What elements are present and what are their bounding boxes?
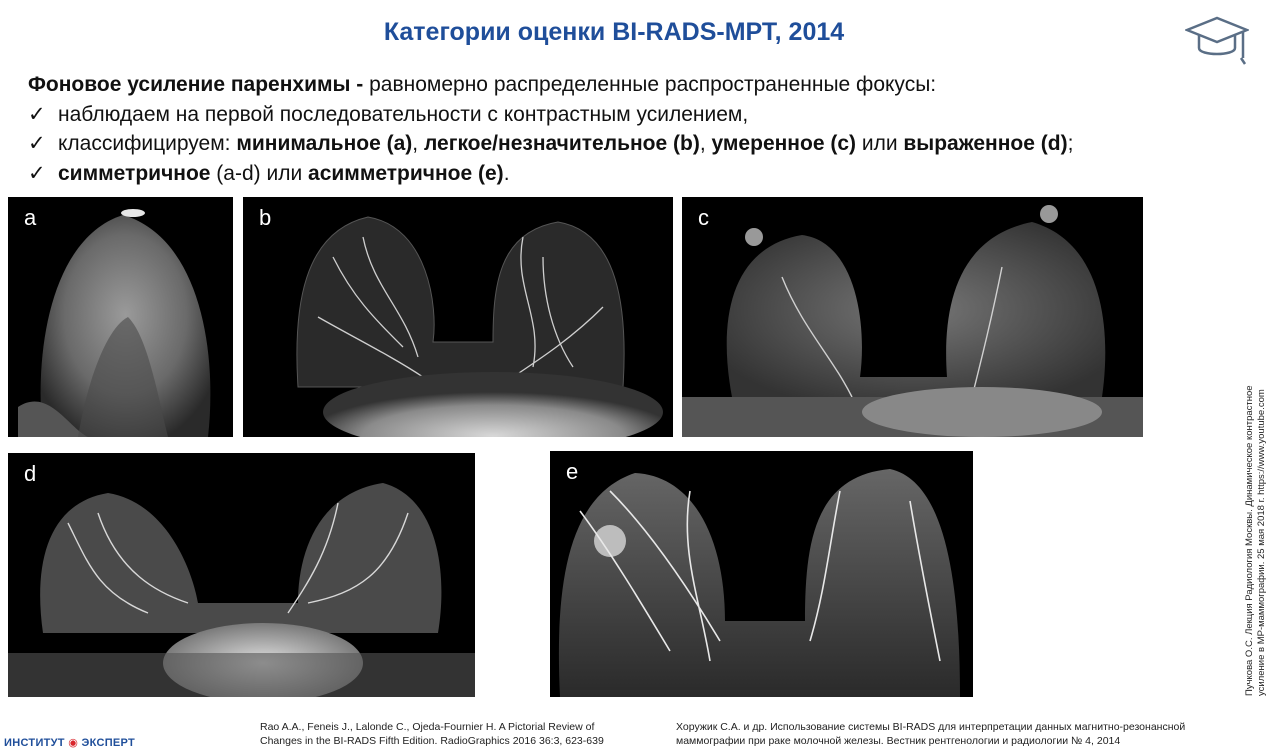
panel-label-a: a xyxy=(24,205,37,230)
bullet-2-text: классифицируем: xyxy=(58,132,237,155)
page-title: Категории оценки BI-RADS-МРТ, 2014 xyxy=(383,18,845,46)
mri-image-c xyxy=(682,197,1143,437)
bullet-2-bold: умеренное (с) xyxy=(711,132,856,155)
bullet-1-text: наблюдаем на первой последовательности с контрастным усилением, xyxy=(58,102,749,126)
bullet-3-text: (a-d) или xyxy=(210,161,309,185)
bullet-3 xyxy=(28,159,1228,189)
bullet-2-bold: легкое/незначительное (b) xyxy=(423,132,700,155)
brand-part1: ИНСТИТУТ xyxy=(4,737,65,749)
bullet-3-text: . xyxy=(503,161,510,185)
mri-image-e xyxy=(550,451,973,697)
bullet-2-bold: выраженное (d) xyxy=(903,132,1068,155)
panel-label-c: c xyxy=(698,205,709,230)
bullet-1 xyxy=(28,100,1228,130)
bullet-3-bold: симметричное xyxy=(58,161,211,185)
panel-label-e: e xyxy=(566,459,579,484)
brand-logo xyxy=(4,736,135,749)
panel-label-b: b xyxy=(259,205,272,230)
panel-label-d: d xyxy=(24,461,37,486)
bullet-2-text: ; xyxy=(1067,132,1074,155)
bullet-3-bold: асимметричное (e) xyxy=(308,161,504,185)
mri-image-a xyxy=(8,197,233,437)
bullet-2 xyxy=(28,129,1228,159)
brand-part2: ЭКСПЕРТ xyxy=(81,737,136,749)
check-icon: ✓ xyxy=(28,132,46,155)
intro-line xyxy=(28,70,1228,100)
bullet-2-text: или xyxy=(856,132,904,155)
bullet-2-bold: минимальное (а) xyxy=(236,132,413,155)
reference-left xyxy=(260,720,604,748)
mri-image-b xyxy=(243,197,673,437)
intro-bold: Фоновое усиление паренхимы - xyxy=(28,73,364,96)
reference-right-line: маммографии при раке молочной железы. Вестник рентгенологии и радиологии № 4, 2014 xyxy=(676,735,1121,747)
reference-left-line: Rao A.A., Feneis J., Lalonde C., Ojeda-Fournier H. A Pictorial Review of xyxy=(260,721,595,733)
bullet-2-text: , xyxy=(699,132,712,155)
reference-right xyxy=(676,720,1185,748)
text-block xyxy=(28,70,1228,188)
bullet-2-text: , xyxy=(412,132,424,155)
brand-dot-icon: ◉ xyxy=(68,737,79,749)
check-icon: ✓ xyxy=(28,161,46,185)
intro-rest: равномерно распределенные распространенные фокусы: xyxy=(363,73,937,96)
side-citation: Пучкова О.С. Лекция Радиология Москвы. Динамическое контрастное усиление в МР-маммографии. 25 мая 2018 г. https://www.youtube.com xyxy=(1244,385,1267,696)
reference-right-line: Хоружик С.А. и др. Использование системы BI-RADS для интерпретации данных магнитно-резонансной xyxy=(676,721,1186,733)
graduation-cap-icon xyxy=(1185,12,1249,68)
check-icon: ✓ xyxy=(28,102,46,126)
reference-left-line: Changes in the BI-RADS Fifth Edition. RadioGraphics 2016 36:3, 623-639 xyxy=(260,735,604,747)
mri-image-d xyxy=(8,453,475,697)
